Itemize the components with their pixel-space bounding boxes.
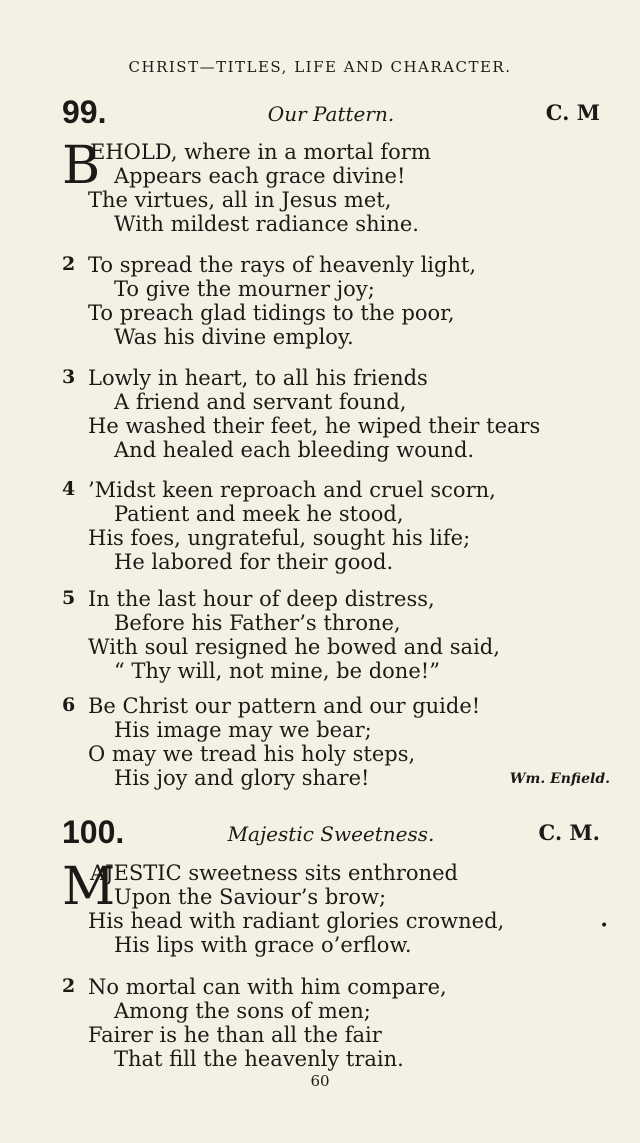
verse-line: He washed their feet, he wiped their tears: [88, 414, 541, 438]
hymn-99-stanza-5: [62, 587, 622, 683]
verse-line: Among the sons of men;: [114, 999, 371, 1023]
verse-line: In the last hour of deep distress,: [88, 587, 435, 611]
verse-line: EHOLD, where in a mortal form: [90, 140, 431, 164]
verse-line: His image may we bear;: [114, 718, 372, 742]
hymn-99-header: [62, 94, 600, 134]
verse-line: Before his Father’s throne,: [114, 611, 401, 635]
hymn-99-stanza-4: [62, 478, 622, 574]
verse-line: His foes, ungrateful, sought his life;: [88, 526, 471, 550]
hymn-100-stanza-1: [62, 857, 622, 957]
verse-line: To preach glad tidings to the poor,: [88, 301, 455, 325]
hymn-100-header: [62, 814, 600, 854]
stanza-number: 5: [62, 587, 76, 609]
stanza-number: 3: [62, 366, 76, 388]
verse-line: The virtues, all in Jesus met,: [88, 188, 392, 212]
margin-mark: •: [600, 918, 609, 934]
hymn-number: 99.: [62, 94, 107, 130]
verse-line: Was his divine employ.: [114, 325, 354, 349]
verse-line: His joy and glory share!: [114, 766, 370, 790]
verse-line: “ Thy will, not mine, be done!”: [114, 659, 440, 683]
verse-line: To give the mourner joy;: [114, 277, 375, 301]
verse-line: That fill the heavenly train.: [114, 1047, 404, 1071]
verse-line: Lowly in heart, to all his friends: [88, 366, 428, 390]
running-head: CHRIST—TITLES, LIFE AND CHARACTER.: [128, 58, 512, 76]
verse-line: He labored for their good.: [114, 550, 394, 574]
hymn-number: 100.: [62, 814, 125, 850]
stanza-number: 4: [62, 478, 76, 500]
hymn-title: Our Pattern.: [267, 102, 395, 126]
stanza-number: 2: [62, 253, 76, 275]
hymn-99-stanza-2: [62, 253, 622, 349]
verse-line: His head with radiant glories crowned,: [88, 909, 505, 933]
verse-line: No mortal can with him compare,: [88, 975, 447, 999]
verse-line: Appears each grace divine!: [114, 164, 406, 188]
verse-line: AJESTIC sweetness sits enthroned: [90, 861, 458, 885]
verse-line: Upon the Saviour’s brow;: [114, 885, 387, 909]
verse-line: To spread the rays of heavenly light,: [88, 253, 477, 277]
hymn-meter: C. M: [545, 100, 600, 125]
verse-line: Patient and meek he stood,: [114, 502, 404, 526]
verse-line: A friend and servant found,: [114, 390, 407, 414]
page-number: 60: [310, 1072, 330, 1090]
hymn-99-stanza-3: [62, 366, 622, 462]
hymn-100-stanza-2: [62, 975, 622, 1071]
verse-line: ’Midst keen reproach and cruel scorn,: [88, 478, 496, 502]
verse-line: With soul resigned he bowed and said,: [88, 635, 500, 659]
verse-line: Be Christ our pattern and our guide!: [88, 694, 481, 718]
hymn-title: Majestic Sweetness.: [227, 822, 435, 846]
hymn-meter: C. M.: [538, 820, 600, 845]
stanza-number: 6: [62, 694, 76, 716]
verse-line: His lips with grace o’erflow.: [114, 933, 412, 957]
verse-line: O may we tread his holy steps,: [88, 742, 416, 766]
drop-cap: B: [62, 136, 101, 196]
drop-cap: M: [62, 857, 116, 917]
verse-line: Fairer is he than all the fair: [88, 1023, 382, 1047]
verse-line: With mildest radiance shine.: [114, 212, 419, 236]
verse-line: And healed each bleeding wound.: [114, 438, 475, 462]
stanza-number: 2: [62, 975, 76, 997]
author-attribution: Wm. Enfield.: [509, 771, 610, 787]
hymn-99-stanza-1: [62, 136, 622, 236]
